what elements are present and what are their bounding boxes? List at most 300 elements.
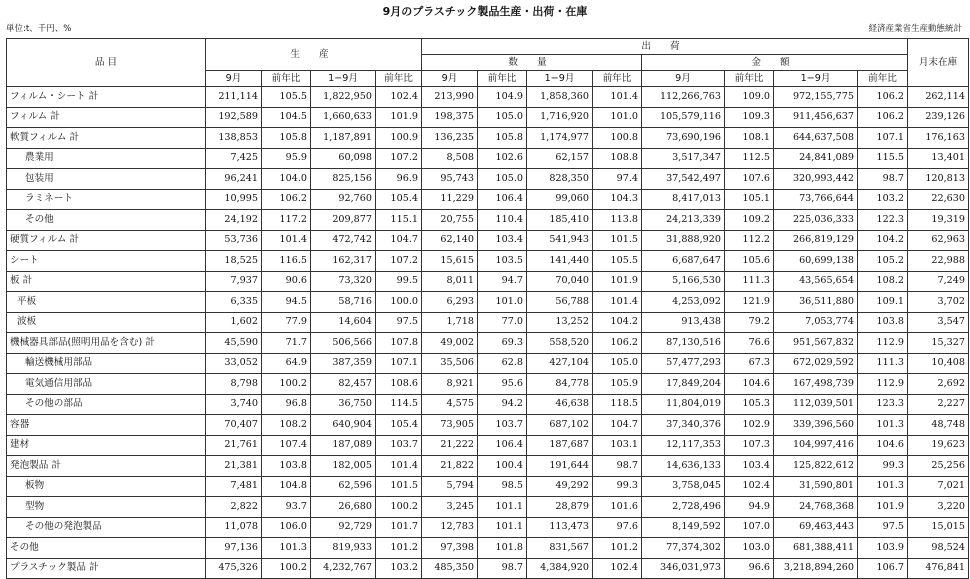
row-value: 136,235	[422, 128, 478, 149]
row-value: 14,604	[311, 312, 376, 333]
header-amount: 金 額	[642, 55, 908, 71]
row-value: 101.9	[858, 497, 908, 518]
row-value: 109.2	[725, 210, 774, 231]
row-value: 13,401	[908, 148, 969, 169]
row-value: 108.2	[262, 415, 311, 436]
row-value: 103.8	[858, 312, 908, 333]
row-value: 105.8	[478, 128, 527, 149]
row-value: 37,340,376	[642, 415, 725, 436]
row-value: 7,021	[908, 476, 969, 497]
row-value: 476,841	[908, 558, 969, 579]
table-row	[7, 148, 969, 169]
row-value: 6,687,647	[642, 251, 725, 272]
row-value: 24,192	[206, 210, 262, 231]
row-value: 97,398	[422, 538, 478, 559]
row-value: 96.8	[262, 394, 311, 415]
row-item-name: 建材	[7, 435, 206, 456]
row-value: 104,997,416	[774, 435, 858, 456]
row-value: 13,252	[527, 312, 593, 333]
row-value: 104.9	[478, 87, 527, 108]
row-value: 94.9	[725, 497, 774, 518]
row-value: 103.2	[858, 189, 908, 210]
row-value: 105.4	[376, 189, 422, 210]
row-value: 4,575	[422, 394, 478, 415]
row-value: 644,637,508	[774, 128, 858, 149]
row-value: 20,755	[422, 210, 478, 231]
row-value: 108.2	[858, 271, 908, 292]
row-value: 141,440	[527, 251, 593, 272]
header-qty-jansep-yoy: 前年比	[593, 71, 642, 87]
row-value: 112.5	[725, 148, 774, 169]
row-value: 22,988	[908, 251, 969, 272]
row-value: 21,761	[206, 435, 262, 456]
row-value: 192,589	[206, 107, 262, 128]
row-value: 98.5	[478, 476, 527, 497]
row-value: 71.7	[262, 333, 311, 354]
row-value: 8,798	[206, 374, 262, 395]
row-value: 36,750	[311, 394, 376, 415]
row-value: 73,905	[422, 415, 478, 436]
row-value: 475,326	[206, 558, 262, 579]
row-value: 8,011	[422, 271, 478, 292]
row-value: 138,853	[206, 128, 262, 149]
row-value: 25,256	[908, 456, 969, 477]
row-value: 211,114	[206, 87, 262, 108]
row-value: 2,822	[206, 497, 262, 518]
row-value: 825,156	[311, 169, 376, 190]
row-value: 70,407	[206, 415, 262, 436]
row-value: 112.9	[858, 374, 908, 395]
row-item-name: フィルム 計	[7, 107, 206, 128]
row-value: 97.4	[593, 169, 642, 190]
row-value: 3,702	[908, 292, 969, 313]
header-qty-sept: 9月	[422, 71, 478, 87]
table-row	[7, 333, 969, 354]
row-value: 198,375	[422, 107, 478, 128]
row-value: 105.6	[725, 251, 774, 272]
header-amt-sept-yoy: 前年比	[725, 71, 774, 87]
row-value: 109.3	[725, 107, 774, 128]
row-value: 972,155,775	[774, 87, 858, 108]
row-value: 100.2	[262, 374, 311, 395]
row-value: 187,089	[311, 435, 376, 456]
row-value: 101.4	[262, 230, 311, 251]
row-value: 73,766,644	[774, 189, 858, 210]
row-value: 69.3	[478, 333, 527, 354]
row-value: 109.0	[725, 87, 774, 108]
row-value: 831,567	[527, 538, 593, 559]
row-value: 107.4	[262, 435, 311, 456]
row-value: 118.5	[593, 394, 642, 415]
row-value: 106.2	[593, 333, 642, 354]
row-value: 98.7	[858, 169, 908, 190]
row-item-name: 板 計	[7, 271, 206, 292]
row-item-name: 板物	[7, 476, 206, 497]
row-value: 100.9	[376, 128, 422, 149]
row-item-name: 平板	[7, 292, 206, 313]
table-row	[7, 415, 969, 436]
table-row	[7, 353, 969, 374]
row-value: 70,040	[527, 271, 593, 292]
row-value: 77.9	[262, 312, 311, 333]
table-row	[7, 538, 969, 559]
row-value: 8,508	[422, 148, 478, 169]
row-value: 5,794	[422, 476, 478, 497]
row-value: 105.0	[478, 107, 527, 128]
row-value: 104.3	[593, 189, 642, 210]
row-item-name: 輸送機械用部品	[7, 353, 206, 374]
row-value: 35,506	[422, 353, 478, 374]
row-value: 103.7	[478, 415, 527, 436]
row-value: 5,166,530	[642, 271, 725, 292]
row-value: 104.7	[593, 415, 642, 436]
row-value: 103.4	[478, 230, 527, 251]
row-value: 101.4	[593, 292, 642, 313]
row-value: 101.5	[376, 476, 422, 497]
row-value: 185,410	[527, 210, 593, 231]
row-value: 103.8	[262, 456, 311, 477]
row-value: 103.1	[593, 435, 642, 456]
header-qty-jansep: 1−9月	[527, 71, 593, 87]
row-value: 99.3	[593, 476, 642, 497]
row-value: 191,644	[527, 456, 593, 477]
row-value: 79.2	[725, 312, 774, 333]
row-value: 4,232,767	[311, 558, 376, 579]
row-value: 49,002	[422, 333, 478, 354]
row-value: 7,937	[206, 271, 262, 292]
row-value: 101.1	[478, 497, 527, 518]
row-value: 98.7	[593, 456, 642, 477]
row-value: 98.7	[478, 558, 527, 579]
row-value: 73,320	[311, 271, 376, 292]
row-value: 105.4	[376, 415, 422, 436]
row-value: 1,858,360	[527, 87, 593, 108]
page-title: 9月のプラスチック製品生産・出荷・在庫	[382, 5, 588, 18]
row-item-name: その他の部品	[7, 394, 206, 415]
row-value: 99.3	[858, 456, 908, 477]
row-value: 60,699,138	[774, 251, 858, 272]
row-value: 97.6	[593, 517, 642, 538]
row-value: 913,438	[642, 312, 725, 333]
row-value: 102.4	[376, 87, 422, 108]
row-value: 103.0	[725, 538, 774, 559]
row-value: 101.7	[376, 517, 422, 538]
row-value: 53,736	[206, 230, 262, 251]
row-item-name: フィルム・シート 計	[7, 87, 206, 108]
header-production: 生 産	[206, 39, 422, 71]
row-value: 106.4	[478, 189, 527, 210]
row-value: 8,417,013	[642, 189, 725, 210]
row-item-name: 波板	[7, 312, 206, 333]
row-value: 105.1	[725, 189, 774, 210]
row-value: 21,222	[422, 435, 478, 456]
row-value: 114.5	[376, 394, 422, 415]
row-value: 26,680	[311, 497, 376, 518]
row-value: 101.2	[593, 538, 642, 559]
row-value: 62.8	[478, 353, 527, 374]
table-row	[7, 169, 969, 190]
row-value: 2,227	[908, 394, 969, 415]
row-value: 106.2	[262, 189, 311, 210]
row-value: 911,456,637	[774, 107, 858, 128]
row-value: 122.3	[858, 210, 908, 231]
row-item-name: 型物	[7, 497, 206, 518]
row-value: 101.1	[478, 517, 527, 538]
row-value: 101.9	[376, 107, 422, 128]
header-shipment: 出 荷	[422, 39, 908, 55]
row-item-name: 農業用	[7, 148, 206, 169]
row-value: 239,126	[908, 107, 969, 128]
header-inventory: 月末在庫	[908, 39, 969, 87]
table-row	[7, 517, 969, 538]
row-value: 31,888,920	[642, 230, 725, 251]
row-value: 95,743	[422, 169, 478, 190]
row-value: 76.6	[725, 333, 774, 354]
row-value: 87,130,516	[642, 333, 725, 354]
row-value: 15,015	[908, 517, 969, 538]
row-value: 1,174,977	[527, 128, 593, 149]
table-row	[7, 189, 969, 210]
row-value: 106.0	[262, 517, 311, 538]
row-value: 45,590	[206, 333, 262, 354]
row-value: 101.3	[858, 415, 908, 436]
row-item-name: 硬質フィルム 計	[7, 230, 206, 251]
row-value: 113,473	[527, 517, 593, 538]
row-value: 22,630	[908, 189, 969, 210]
row-value: 2,692	[908, 374, 969, 395]
row-value: 10,995	[206, 189, 262, 210]
header-amt-jansep-yoy: 前年比	[858, 71, 908, 87]
row-value: 4,253,092	[642, 292, 725, 313]
row-value: 640,904	[311, 415, 376, 436]
table-row	[7, 128, 969, 149]
source-note: 経済産業省生産動態統計	[868, 24, 962, 34]
row-item-name: シート	[7, 251, 206, 272]
row-value: 104.7	[376, 230, 422, 251]
row-value: 36,511,880	[774, 292, 858, 313]
row-value: 104.0	[262, 169, 311, 190]
row-value: 104.6	[725, 374, 774, 395]
row-value: 7,053,774	[774, 312, 858, 333]
row-value: 101.8	[478, 538, 527, 559]
row-value: 12,117,353	[642, 435, 725, 456]
table-row	[7, 476, 969, 497]
row-value: 101.0	[593, 107, 642, 128]
row-value: 182,005	[311, 456, 376, 477]
row-value: 62,157	[527, 148, 593, 169]
row-value: 108.8	[593, 148, 642, 169]
row-value: 94.2	[478, 394, 527, 415]
row-value: 101.4	[376, 456, 422, 477]
row-value: 57,477,293	[642, 353, 725, 374]
table-row	[7, 435, 969, 456]
row-value: 49,292	[527, 476, 593, 497]
row-value: 37,542,497	[642, 169, 725, 190]
row-item-name: ラミネート	[7, 189, 206, 210]
row-value: 77.0	[478, 312, 527, 333]
row-value: 46,638	[527, 394, 593, 415]
row-value: 102.6	[478, 148, 527, 169]
row-value: 105.8	[262, 128, 311, 149]
row-value: 28,879	[527, 497, 593, 518]
row-value: 100.2	[262, 558, 311, 579]
row-value: 103.9	[858, 538, 908, 559]
row-value: 97,136	[206, 538, 262, 559]
row-value: 108.1	[725, 128, 774, 149]
row-value: 8,921	[422, 374, 478, 395]
row-value: 112,266,763	[642, 87, 725, 108]
row-value: 109.1	[858, 292, 908, 313]
row-value: 106.7	[858, 558, 908, 579]
row-value: 3,547	[908, 312, 969, 333]
row-value: 96.6	[725, 558, 774, 579]
row-value: 21,381	[206, 456, 262, 477]
row-value: 558,520	[527, 333, 593, 354]
row-value: 11,804,019	[642, 394, 725, 415]
row-value: 101.4	[593, 87, 642, 108]
header-amt-jansep: 1−9月	[774, 71, 858, 87]
row-value: 187,687	[527, 435, 593, 456]
row-item-name: 発泡製品 計	[7, 456, 206, 477]
row-value: 62,963	[908, 230, 969, 251]
row-value: 107.8	[376, 333, 422, 354]
header-qty-sept-yoy: 前年比	[478, 71, 527, 87]
row-value: 105.5	[262, 87, 311, 108]
table-row	[7, 292, 969, 313]
row-value: 115.5	[858, 148, 908, 169]
row-value: 21,822	[422, 456, 478, 477]
row-value: 73,690,196	[642, 128, 725, 149]
row-value: 105.0	[478, 169, 527, 190]
row-value: 84,778	[527, 374, 593, 395]
row-value: 8,149,592	[642, 517, 725, 538]
row-value: 106.4	[478, 435, 527, 456]
row-value: 106.2	[858, 107, 908, 128]
row-value: 104.8	[262, 476, 311, 497]
row-value: 100.8	[593, 128, 642, 149]
row-value: 96.9	[376, 169, 422, 190]
row-value: 101.3	[262, 538, 311, 559]
row-value: 95.9	[262, 148, 311, 169]
row-value: 387,359	[311, 353, 376, 374]
row-value: 125,822,612	[774, 456, 858, 477]
row-value: 24,213,339	[642, 210, 725, 231]
row-value: 113.8	[593, 210, 642, 231]
row-value: 828,350	[527, 169, 593, 190]
row-value: 1,822,950	[311, 87, 376, 108]
row-item-name: 容器	[7, 415, 206, 436]
row-value: 3,740	[206, 394, 262, 415]
row-value: 101.3	[858, 476, 908, 497]
row-value: 56,788	[527, 292, 593, 313]
row-value: 103.4	[725, 456, 774, 477]
row-value: 6,293	[422, 292, 478, 313]
row-value: 24,841,089	[774, 148, 858, 169]
row-value: 7,249	[908, 271, 969, 292]
row-value: 167,498,739	[774, 374, 858, 395]
row-value: 97.5	[858, 517, 908, 538]
row-value: 107.1	[858, 128, 908, 149]
row-value: 11,229	[422, 189, 478, 210]
row-value: 120,813	[908, 169, 969, 190]
row-value: 101.5	[593, 230, 642, 251]
row-value: 107.1	[376, 353, 422, 374]
row-value: 266,819,129	[774, 230, 858, 251]
header-item: 品 目	[7, 39, 206, 87]
row-value: 176,163	[908, 128, 969, 149]
row-value: 225,036,333	[774, 210, 858, 231]
row-value: 339,396,560	[774, 415, 858, 436]
row-value: 1,602	[206, 312, 262, 333]
row-value: 107.3	[725, 435, 774, 456]
row-value: 100.0	[376, 292, 422, 313]
unit-note: 単位:t、千円、%	[6, 24, 72, 34]
row-value: 105.5	[593, 251, 642, 272]
row-value: 951,567,832	[774, 333, 858, 354]
row-value: 104.6	[858, 435, 908, 456]
row-value: 116.5	[262, 251, 311, 272]
row-value: 19,623	[908, 435, 969, 456]
row-value: 103.2	[376, 558, 422, 579]
row-value: 62,596	[311, 476, 376, 497]
row-value: 107.2	[376, 251, 422, 272]
row-value: 346,031,973	[642, 558, 725, 579]
row-value: 112.9	[858, 333, 908, 354]
row-item-name: その他	[7, 538, 206, 559]
row-value: 15,327	[908, 333, 969, 354]
table-row	[7, 87, 969, 108]
row-value: 12,783	[422, 517, 478, 538]
row-value: 98,524	[908, 538, 969, 559]
row-value: 101.6	[593, 497, 642, 518]
row-value: 427,104	[527, 353, 593, 374]
table-row	[7, 210, 969, 231]
row-value: 681,388,411	[774, 538, 858, 559]
row-value: 3,220	[908, 497, 969, 518]
row-value: 107.0	[725, 517, 774, 538]
row-value: 3,517,347	[642, 148, 725, 169]
row-value: 77,374,302	[642, 538, 725, 559]
row-value: 472,742	[311, 230, 376, 251]
row-value: 108.6	[376, 374, 422, 395]
row-value: 485,350	[422, 558, 478, 579]
table-row	[7, 251, 969, 272]
row-value: 105,579,116	[642, 107, 725, 128]
row-value: 213,990	[422, 87, 478, 108]
row-item-name: 包装用	[7, 169, 206, 190]
table-row	[7, 497, 969, 518]
row-value: 90.6	[262, 271, 311, 292]
row-value: 64.9	[262, 353, 311, 374]
row-value: 92,729	[311, 517, 376, 538]
row-value: 15,615	[422, 251, 478, 272]
row-value: 94.7	[478, 271, 527, 292]
row-value: 7,481	[206, 476, 262, 497]
row-value: 69,463,443	[774, 517, 858, 538]
row-value: 687,102	[527, 415, 593, 436]
row-value: 10,408	[908, 353, 969, 374]
row-value: 18,525	[206, 251, 262, 272]
table-row	[7, 230, 969, 251]
row-value: 107.6	[725, 169, 774, 190]
row-value: 3,758,045	[642, 476, 725, 497]
row-value: 104.2	[858, 230, 908, 251]
row-value: 541,943	[527, 230, 593, 251]
row-value: 99,060	[527, 189, 593, 210]
row-value: 24,768,368	[774, 497, 858, 518]
row-value: 4,384,920	[527, 558, 593, 579]
row-value: 19,319	[908, 210, 969, 231]
